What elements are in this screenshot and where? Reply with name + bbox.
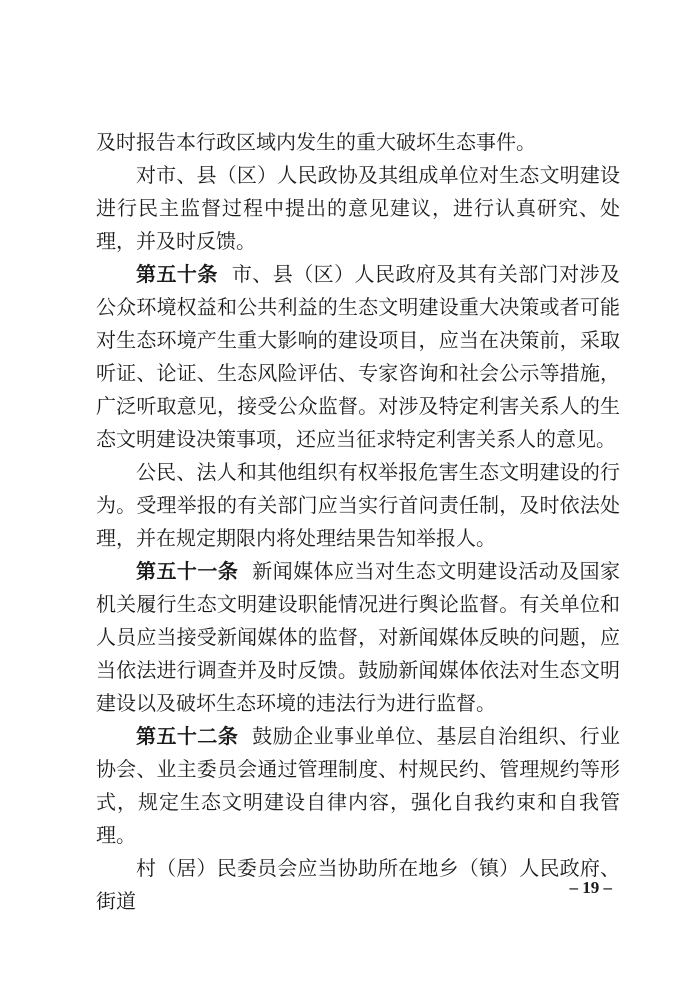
paragraph-text: 公民、法人和其他组织有权举报危害生态文明建设的行为。受理举报的有关部门应当实行首问责任制，及时依法处理，并在规定期限内将处理结果告知举报人。 — [96, 460, 620, 550]
paragraph-text: 鼓励企业事业单位、基层自治组织、行业协会、业主委员会通过管理制度、村规民约、管理规约等形式，规定生态文明建设自律内容，强化自我约束和自我管理。 — [96, 724, 621, 847]
paragraph-text: 新闻媒体应当对生态文明建设活动及国家机关履行生态文明建设职能情况进行舆论监督。有关单位和人员应当接受新闻媒体的监督，对新闻媒体反映的问题，应当依法进行调查并及时反馈。鼓励新闻媒体依法对生态文明建设以及破坏生态环境的违法行为进行监督。 — [96, 559, 621, 715]
article-50 — [96, 258, 620, 456]
paragraph-text: 及时报告本行政区域内发生的重大破坏生态事件。 — [96, 130, 536, 154]
article-heading: 第五十二条 — [136, 724, 239, 748]
paragraph — [96, 456, 620, 555]
paragraph — [96, 159, 620, 258]
body-text — [96, 126, 620, 918]
article-51 — [96, 555, 620, 720]
article-heading: 第五十一条 — [136, 559, 239, 583]
paragraph-text: 对市、县（区）人民政协及其组成单位对生态文明建设进行民主监督过程中提出的意见建议，进行认真研究、处理，并及时反馈。 — [96, 163, 620, 253]
paragraph — [96, 852, 620, 918]
article-52 — [96, 720, 620, 852]
paragraph-text: 村（居）民委员会应当协助所在地乡（镇）人民政府、街道 — [96, 856, 620, 913]
paragraph-continuation — [96, 126, 620, 159]
article-heading: 第五十条 — [136, 262, 218, 286]
paragraph-text: 市、县（区）人民政府及其有关部门对涉及公众环境权益和公共利益的生态文明建设重大决策或者可能对生态环境产生重大影响的建设项目，应当在决策前，采取听证、论证、生态风险评估、专家咨询和社会公示等措施，广泛听取意见，接受公众监督。对涉及特定利害关系人的生态文明建设决策事项，还应当征求特定利害关系人的意见。 — [96, 262, 621, 451]
page-number: – 19 – — [569, 878, 612, 897]
